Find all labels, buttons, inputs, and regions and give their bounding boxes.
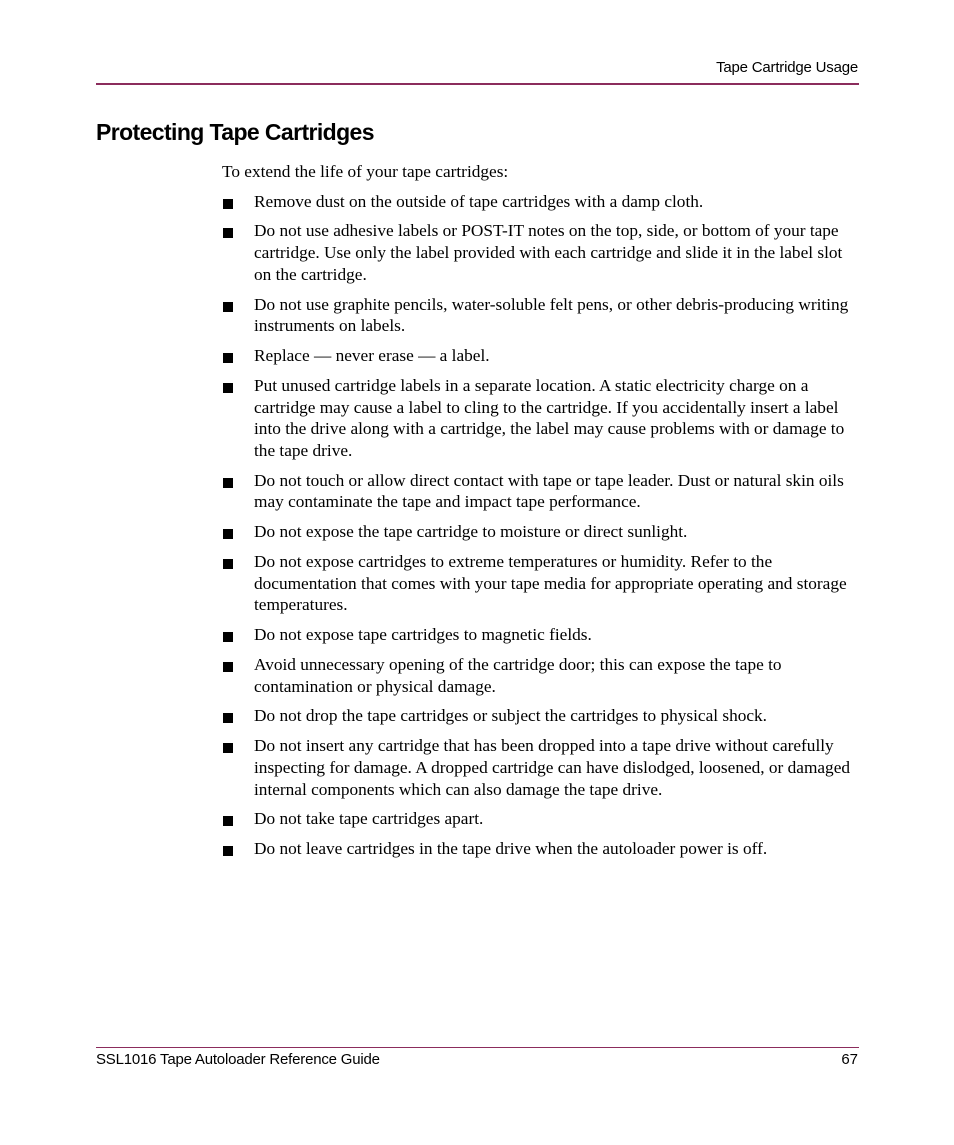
list-item-text: Do not use graphite pencils, water-soluble felt pens, or other debris-producing writing instruments on labels. xyxy=(254,294,849,336)
intro-text: To extend the life of your tape cartridges: xyxy=(222,162,509,181)
list-item xyxy=(222,294,862,337)
list-item-text: Remove dust on the outside of tape cartridges with a damp cloth. xyxy=(254,191,704,211)
section-title: Protecting Tape Cartridges xyxy=(96,119,374,145)
square-bullet-icon xyxy=(223,816,233,826)
square-bullet-icon xyxy=(223,383,233,393)
list-item-text: Do not insert any cartridge that has been dropped into a tape drive without carefully inspecting for damage. A dropped cartridge can have dislodged, loosened, or damaged internal components which can also damage the tape drive. xyxy=(254,736,851,799)
square-bullet-icon xyxy=(223,713,233,723)
square-bullet-icon xyxy=(223,228,233,238)
list-item xyxy=(222,705,862,727)
list-item xyxy=(222,345,862,367)
square-bullet-icon xyxy=(223,353,233,363)
square-bullet-icon xyxy=(223,743,233,753)
square-bullet-icon xyxy=(223,529,233,539)
footer-doc-title: SSL1016 Tape Autoloader Reference Guide xyxy=(96,1051,380,1068)
list-item xyxy=(222,551,862,616)
list-item-text: Do not expose the tape cartridge to moisture or direct sunlight. xyxy=(254,522,688,542)
header-rule xyxy=(96,83,859,85)
page-number: 67 xyxy=(841,1051,858,1068)
square-bullet-icon xyxy=(223,559,233,569)
footer-rule xyxy=(96,1047,859,1048)
running-head: Tape Cartridge Usage xyxy=(716,59,858,76)
square-bullet-icon xyxy=(223,632,233,642)
square-bullet-icon xyxy=(223,199,233,209)
list-item xyxy=(222,470,862,513)
square-bullet-icon xyxy=(223,662,233,672)
section-body xyxy=(222,161,862,868)
list-item-text: Do not drop the tape cartridges or subject the cartridges to physical shock. xyxy=(254,706,768,726)
list-item-text: Do not expose cartridges to extreme temperatures or humidity. Refer to the documentation that comes with your tape media for appropriate operating and storage temperatures. xyxy=(254,551,847,615)
list-item xyxy=(222,220,862,285)
list-item-text: Do not take tape cartridges apart. xyxy=(254,809,484,829)
list-item-text: Replace — never erase — a label. xyxy=(254,346,490,366)
list-item-text: Do not leave cartridges in the tape drive when the autoloader power is off. xyxy=(254,839,768,859)
list-item-text: Avoid unnecessary opening of the cartridge door; this can expose the tape to contamination or physical damage. xyxy=(254,654,782,696)
bullet-list xyxy=(222,191,862,860)
list-item-text: Do not use adhesive labels or POST-IT notes on the top, side, or bottom of your tape cartridge. Use only the label provided with each cartridge and slide it in the label slot on the cartridge. xyxy=(254,221,843,284)
square-bullet-icon xyxy=(223,478,233,488)
square-bullet-icon xyxy=(223,302,233,312)
list-item xyxy=(222,375,862,461)
list-item-text: Do not touch or allow direct contact with tape or tape leader. Dust or natural skin oils may contaminate the tape and impact tape performance. xyxy=(254,470,844,512)
list-item-text: Do not expose tape cartridges to magnetic fields. xyxy=(254,625,592,645)
list-item xyxy=(222,521,862,543)
list-item xyxy=(222,838,862,860)
list-item xyxy=(222,735,862,800)
square-bullet-icon xyxy=(223,846,233,856)
list-item xyxy=(222,654,862,697)
list-item xyxy=(222,624,862,646)
list-item xyxy=(222,808,862,830)
list-item-text: Put unused cartridge labels in a separate location. A static electricity charge on a cartridge may cause a label to cling to the cartridge. If you accidentally insert a label into the drive along with a cartridge, the label may cause problems with or damage to the tape drive. xyxy=(254,375,845,460)
list-item xyxy=(222,191,862,213)
